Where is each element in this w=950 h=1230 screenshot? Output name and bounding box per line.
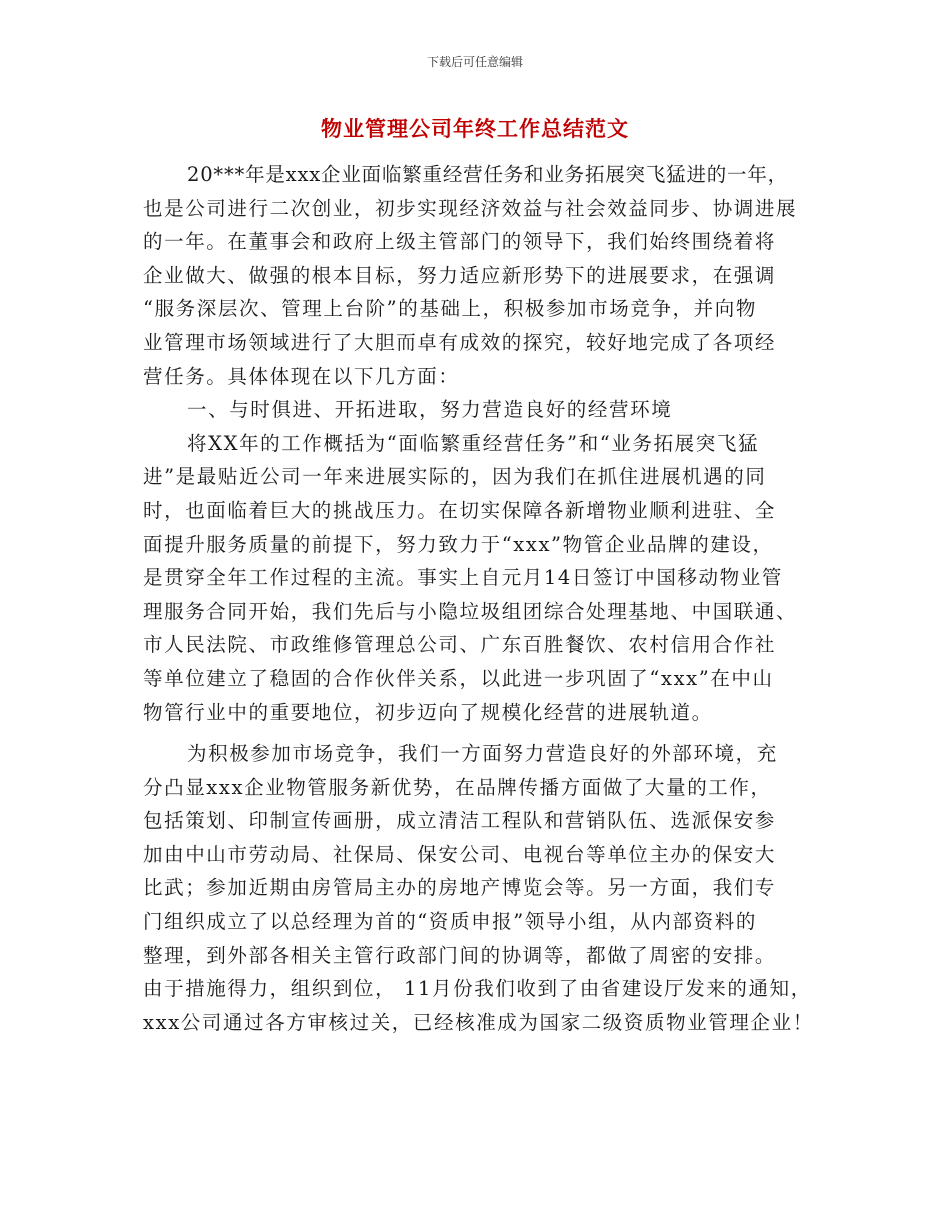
paragraph-line: 整理，到外部各相关主管行政部门间的协调等，都做了周密的安排。 xyxy=(143,943,777,967)
paragraph-line: 物管行业中的重要地位，初步迈向了规模化经营的进展轨道。 xyxy=(143,700,713,724)
paragraph-line: 市人民法院、市政维修管理总公司、广东百胜餐饮、农村信用合作社 xyxy=(143,633,777,657)
section-heading xyxy=(143,393,833,427)
paragraph-line: 为积极参加市场竞争，我们一方面努力营造良好的外部环境，充 xyxy=(187,742,778,766)
paragraph-line: 包括策划、印制宣传画册，成立清洁工程队和营销队伍、选派保安参 xyxy=(143,809,777,833)
section-heading-text: 一、与时俱进、开拓进取，努力营造良好的经营环境 xyxy=(187,398,673,422)
paragraph-line: 企业做大、做强的根本目标，努力适应新形势下的进展要求，在强调 xyxy=(143,263,777,287)
paragraph-line: 等单位建立了稳固的合作伙伴关系，以此进一步巩固了“xxx”在中山 xyxy=(143,666,774,690)
paragraph-line: 业管理市场领域进行了大胆而卓有成效的探究，较好地完成了各项经 xyxy=(143,330,777,354)
page-header-note: 下载后可任意编辑 xyxy=(426,55,523,69)
paragraph-line: 面提升服务质量的前提下，努力致力于“xxx”物管企业品牌的建设， xyxy=(143,532,774,556)
paragraph-line: 进”是最贴近公司一年来进展实际的，因为我们在抓住进展机遇的同 xyxy=(143,465,767,489)
paragraph-work-summary xyxy=(143,427,833,729)
paragraph-line: 门组织成立了以总经理为首的“资质申报”领导小组，从内部资料的 xyxy=(143,910,757,934)
paragraph-line: 的一年。在董事会和政府上级主管部门的领导下，我们始终围绕着将 xyxy=(143,230,777,254)
paragraph-line: 理服务合同开始，我们先后与小隐垃圾组团综合处理基地、中国联通、 xyxy=(143,599,798,623)
document-title: 物业管理公司年终工作总结范文 xyxy=(321,117,629,141)
paragraph-market-competition xyxy=(143,737,833,1039)
paragraph-line: 分凸显xxx企业物管服务新优势，在品牌传播方面做了大量的工作， xyxy=(143,775,772,799)
paragraph-line: 营任务。具体体现在以下几方面： xyxy=(143,364,460,388)
paragraph-line: “服务深层次、管理上台阶”的基础上，积极参加市场竞争，并向物 xyxy=(143,297,757,321)
paragraph-line: 由于措施得力，组织到位， 11月份我们收到了由省建设厅发来的通知， xyxy=(143,977,812,1001)
paragraph-line: 20***年是xxx企业面临繁重经营任务和业务拓展突飞猛进的一年， xyxy=(187,163,788,186)
paragraph-line: 也是公司进行二次创业，初步实现经济效益与社会效益同步、协调进展 xyxy=(143,196,798,220)
document-body xyxy=(143,158,833,1039)
paragraph-line: 时，也面临着巨大的挑战压力。在切实保障各新增物业顺利进驻、全 xyxy=(143,498,777,522)
paragraph-line: 是贯穿全年工作过程的主流。事实上自元月14日签订中国移动物业管 xyxy=(143,566,783,590)
paragraph-intro xyxy=(143,158,833,393)
paragraph-line: xxx公司通过各方审核过关，已经核准成为国家二级资质物业管理企业！ xyxy=(143,1010,814,1034)
paragraph-line: 加由中山市劳动局、社保局、保安公司、电视台等单位主办的保安大 xyxy=(143,842,777,866)
paragraph-line: 将XX年的工作概括为“面临繁重经营任务”和“业务拓展突飞猛 xyxy=(187,431,760,455)
paragraph-line: 比武；参加近期由房管局主办的房地产博览会等。另一方面，我们专 xyxy=(143,876,777,900)
